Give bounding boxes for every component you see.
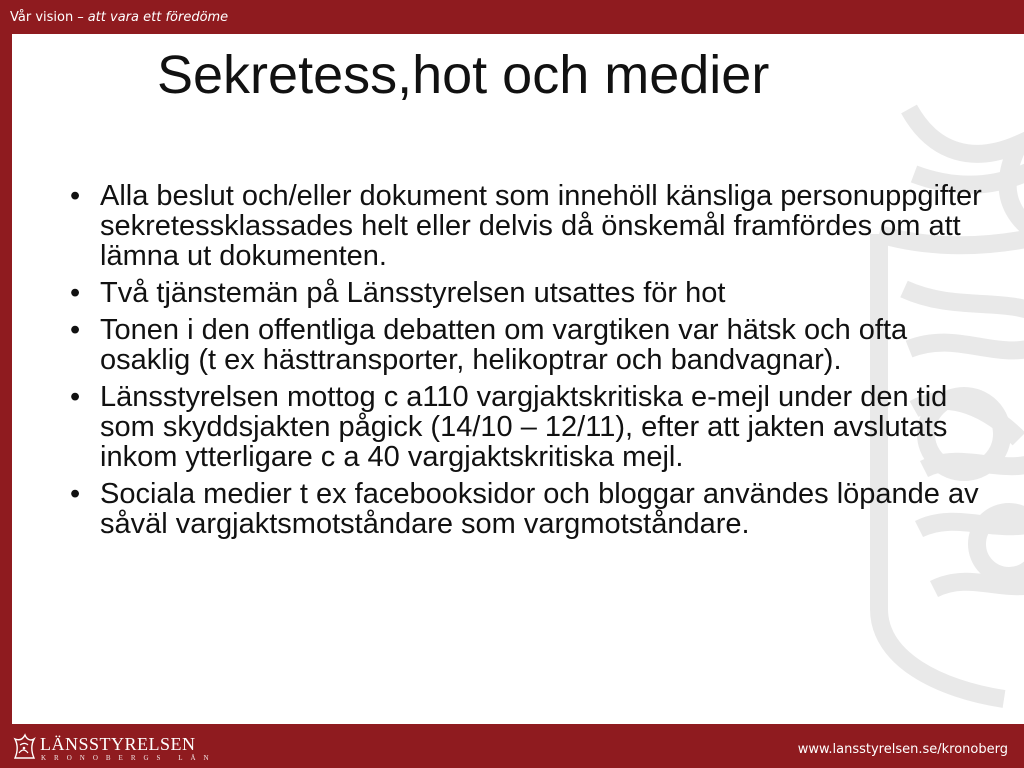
vision-motto: att vara ett föredöme — [87, 10, 229, 25]
bullet-item — [62, 181, 992, 271]
vision-separator: – — [77, 10, 84, 25]
page-title: Sekretess,hot och medier — [157, 45, 770, 105]
bullet-dot: • — [70, 314, 81, 346]
bullet-list — [62, 181, 992, 546]
bullet-text: Två tjänstemän på Länsstyrelsen utsattes för hot — [100, 277, 726, 309]
bullet-dot: • — [70, 381, 81, 413]
slide-content-panel — [12, 34, 1024, 724]
bullet-text: Sociala medier t ex facebooksidor och bloggar användes löpande av såväl vargjaktsmotståndare som vargmotståndare. — [100, 478, 979, 540]
footer-url: www.lansstyrelsen.se/kronoberg — [797, 742, 1008, 757]
vision-prefix: Vår vision — [10, 10, 74, 25]
bullet-item — [62, 315, 992, 375]
bullet-dot: • — [70, 277, 81, 309]
bullet-text: Tonen i den offentliga debatten om vargtiken var hätsk och ofta osaklig (t ex hästtransporter, helikoptrar och bandvagnar). — [100, 314, 908, 376]
top-brand-bar — [0, 0, 1024, 34]
lion-crest-icon — [10, 733, 36, 761]
bullet-dot: • — [70, 478, 81, 510]
vision-statement — [10, 10, 228, 25]
logo-wordmark: LÄNSSTYRELSEN — [40, 734, 196, 754]
bullet-text: Länsstyrelsen mottog c a110 vargjaktskritiska e-mejl under den tid som skyddsjakten pågick (14/10 – 12/11), efter att jakten avslutats inkom ytterligare c a 40 vargjaktskritiska mejl. — [100, 381, 948, 473]
bullet-item — [62, 479, 992, 539]
bullet-item — [62, 382, 992, 472]
bullet-text: Alla beslut och/eller dokument som innehöll känsliga personuppgifter sekretessklassades helt eller delvis då önskemål framfördes om att lämna ut dokumenten. — [100, 180, 982, 272]
logo-subtext: KRONOBERGS LÄN — [41, 754, 217, 762]
bullet-dot: • — [70, 180, 81, 212]
bullet-item — [62, 278, 992, 308]
